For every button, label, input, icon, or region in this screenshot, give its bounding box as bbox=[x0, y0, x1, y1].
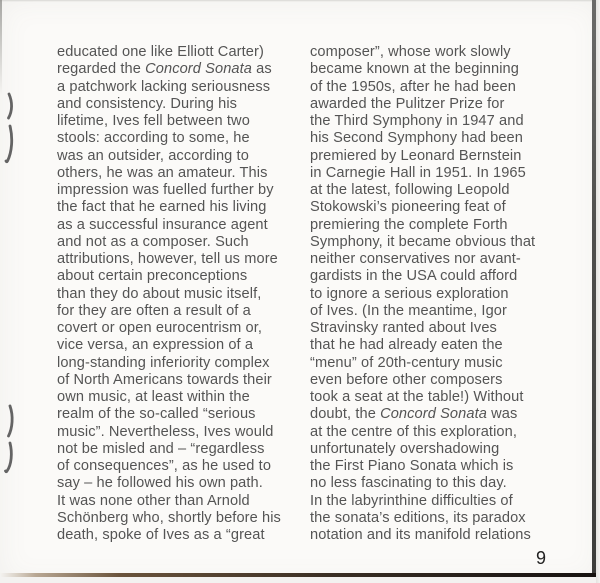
text-line: as a successful insurance agent bbox=[57, 216, 268, 233]
text-line: a patchwork lacking seriousness bbox=[57, 78, 271, 95]
text-line: music”. Nevertheless, Ives would bbox=[57, 423, 274, 440]
text-line: doubt, the Concord Sonata was bbox=[310, 406, 518, 423]
text-line: regarded the Concord Sonata as bbox=[57, 61, 272, 78]
text-line: gardists in the USA could afford bbox=[310, 268, 518, 285]
text-line: own music, at least within the bbox=[57, 389, 250, 405]
text-line: the Third Symphony in 1947 and bbox=[310, 113, 524, 129]
text-line: neither conservatives nor avant- bbox=[310, 251, 521, 267]
text-column-right bbox=[310, 44, 578, 544]
text-line: educated one like Elliott Carter) bbox=[57, 44, 264, 60]
scan-edge-bottom-margin bbox=[0, 577, 596, 583]
page-number: 9 bbox=[536, 548, 547, 568]
text-line: premiering the complete Forth bbox=[310, 216, 508, 233]
text-line: It was none other than Arnold bbox=[57, 492, 250, 509]
text-line: and not as a composer. Such bbox=[57, 233, 249, 250]
text-line: say – he followed his own path. bbox=[57, 475, 263, 492]
text-line: than they do about music itself, bbox=[57, 285, 262, 302]
text-line: was an outsider, according to bbox=[57, 147, 249, 164]
text-line: In the labyrinthine difficulties of bbox=[310, 492, 513, 509]
scan-edge-top bbox=[0, 0, 600, 2]
text-line: vice versa, an expression of a bbox=[57, 337, 254, 354]
text-line: stools: according to some, he bbox=[57, 130, 250, 147]
text-line: attributions, however, tell us more bbox=[57, 251, 278, 267]
text-line: Stokowski’s pioneering feat of bbox=[310, 199, 506, 216]
staple-mark-icon bbox=[0, 0, 22, 583]
text-line: Schönberg who, shortly before his bbox=[57, 509, 281, 526]
text-line: that he had already eaten the bbox=[310, 337, 503, 354]
text-line: became known at the beginning bbox=[310, 61, 519, 78]
text-line: for they are often a result of a bbox=[57, 302, 251, 319]
text-line: unfortunately overshadowing bbox=[310, 440, 500, 457]
text-line: the fact that he earned his living bbox=[57, 199, 267, 216]
text-line: composer”, whose work slowly bbox=[310, 44, 511, 60]
text-line: of Ives. (In the meantime, Igor bbox=[310, 302, 507, 319]
text-line: the sonata’s editions, its paradox bbox=[310, 509, 526, 526]
text-line: and consistency. During his bbox=[57, 95, 238, 112]
text-line: the First Piano Sonata which is bbox=[310, 458, 514, 474]
text-line: no less fascinating to this day. bbox=[310, 475, 507, 492]
scan-edge-left bbox=[0, 0, 2, 95]
text-line: to ignore a serious exploration bbox=[310, 285, 509, 302]
text-line: in Carnegie Hall in 1951. In 1965 bbox=[310, 164, 526, 181]
text-line: about certain preconceptions bbox=[57, 268, 248, 285]
text-line: not be misled and – “regardless bbox=[57, 440, 265, 457]
text-line: of consequences”, as he used to bbox=[57, 458, 272, 474]
text-line: at the latest, following Leopold bbox=[310, 182, 510, 198]
text-line: long-standing inferiority complex bbox=[57, 354, 270, 371]
text-line: Symphony, it became obvious that bbox=[310, 233, 536, 250]
text-line: death, spoke of Ives as a “great bbox=[57, 527, 265, 543]
text-line: of the 1950s, after he had been bbox=[310, 78, 516, 95]
text-line: at the centre of this exploration, bbox=[310, 423, 518, 440]
text-line: impression was fuelled further by bbox=[57, 182, 274, 198]
text-line: “menu” of 20th-century music bbox=[310, 354, 503, 371]
text-line: Stravinsky ranted about Ives bbox=[310, 320, 497, 336]
text-line: of North Americans towards their bbox=[57, 371, 272, 388]
text-line: lifetime, Ives fell between two bbox=[57, 113, 250, 129]
scan-edge-right-margin bbox=[596, 0, 600, 583]
text-line: notation and its manifold relations bbox=[310, 527, 531, 543]
text-line: realm of the so-called “serious bbox=[57, 406, 256, 423]
text-line: premiered by Leonard Bernstein bbox=[310, 147, 522, 164]
text-column-left bbox=[57, 44, 309, 544]
text-line: others, he was an amateur. This bbox=[57, 164, 268, 181]
text-line: his Second Symphony had been bbox=[310, 130, 523, 147]
text-line: took a seat at the table!) Without bbox=[310, 389, 524, 405]
text-line: covert or open eurocentrism or, bbox=[57, 320, 263, 336]
text-line: even before other composers bbox=[310, 371, 503, 388]
text-line: awarded the Pulitzer Prize for bbox=[310, 95, 505, 112]
